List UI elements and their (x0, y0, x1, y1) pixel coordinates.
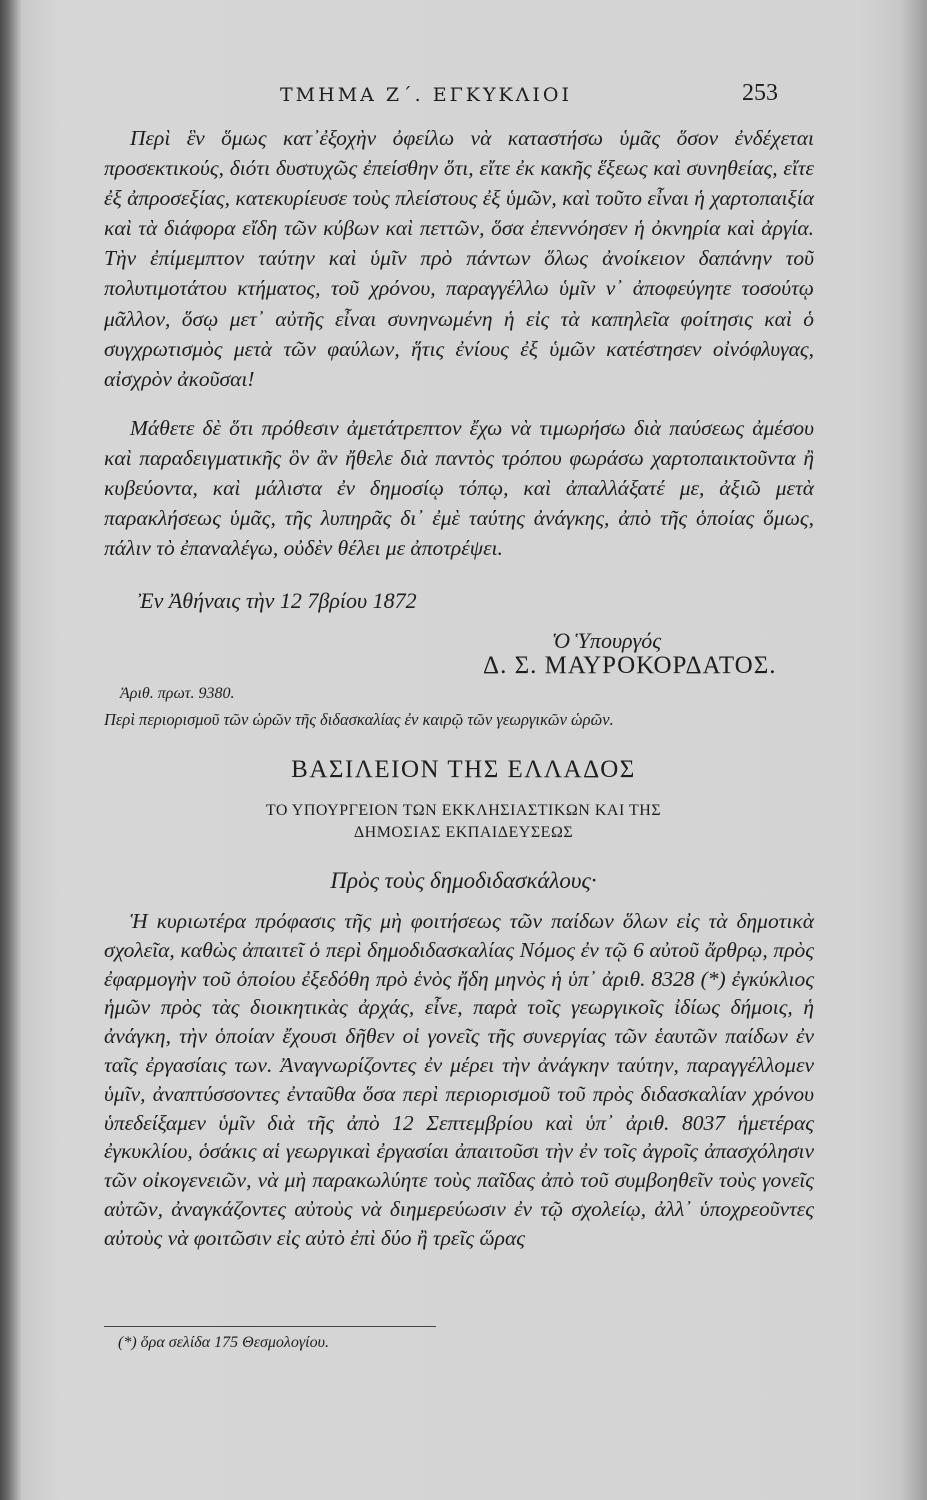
paragraph-text: Ἡ κυριωτέρα πρόφασις τῆς μὴ φοιτήσεως τῶν παίδων ὅλων εἰς τὰ δημοτικὰ σχολεῖα, καθὼς ἀπαιτεῖ ὁ περὶ δημοδιδασκαλίας Νόμος ἐν τῷ 6 αὐτοῦ ἄρθρῳ, πρὸς ἐφαρμογὴν τοῦ ὁποίου ἐξεδόθη πρὸ ἑνὸς ἤδη μηνὸς ἡ ὑπ᾿ ἀριθ. 8328 (*) ἐγκύκλιος ἡμῶν πρὸς τὰς διοικητικὰς ἀρχάς, εἶνε, παρὰ τοῖς γεωργικοῖς ἰδίως δήμοις, ἡ ἀνάγκη, τὴν ὁποίαν ἔχουσι δῆθεν οἱ γονεῖς τῆς συνεργίας τῶν ἑαυτῶν παίδων ἐν ταῖς ἐργασίαις των. Ἀναγνωρίζοντες ἐν μέρει τὴν ἀνάγκην ταύτην, παραγγέλλομεν ὑμῖν, ἀναπτύσσοντες ἐνταῦθα ὅσα περὶ περιορισμοῦ τοῦ πρὸς διδασκαλίαν χρόνου ὑπεδείξαμεν ὑμῖν διὰ τῆς ἀπὸ 12 Σεπτεμβρίου καὶ ὑπ᾿ ἀριθ. 8037 ἡμετέρας ἐγκυκλίου, ὁσάκις αἱ γεωργικαὶ ἐργασίαι ἀπαιτοῦσι τὴν ἐν τοῖς ἀγροῖς ἀπασχόλησιν τῶν οἰκογενειῶν, νὰ μὴ παρακωλύητε τοὺς παῖδας ἀπὸ τοῦ συμβοηθεῖν τοὺς γονεῖς αὐτῶν, ἀναγκάζοντες αὐτοὺς νὰ διημερεύωσιν ἐν τῷ σχολείῳ, ἀλλ᾿ ὑποχρεοῦντες αὐτοὺς νὰ φοιτῶσιν εἰς αὐτὸ ἐπὶ δύο ἢ τρεῖς ὥρας (104, 909, 814, 1250)
signer-name: Δ. Σ. ΜΑΥΡΟΚΟΡΔΑΤΟΣ. (483, 652, 777, 679)
signer-title: Ὁ Ὑπουργός (552, 628, 662, 653)
letter1-paragraph-1 (104, 123, 814, 394)
ministry-line-2: ΔΗΜΟΣΙΑΣ ΕΚΠΑΙΔΕΥΣΕΩΣ (353, 824, 574, 841)
dateline: Ἐν Ἀθήναις τὴν 12 7βρίου 1872 (138, 588, 417, 613)
paragraph-text: Μάθετε δὲ ὅτι πρόθεσιν ἀμετάτρεπτον ἔχω νὰ τιμωρήσω διὰ παύσεως ἀμέσου καὶ παραδειγματικῆς ὃν ἂν ἤθελε διὰ παντὸς τρόπου φωράσω χαρτοπαικτοῦντα ἢ κυβεύοντα, καὶ μάλιστα ἐν δημοσίῳ τόπῳ, καὶ ἀπαλλάξατέ με, ἀξιῶ μετὰ παρακλήσεως ὑμᾶς, τῆς λυπηρᾶς δι᾿ ἐμὲ ταύτης ἀνάγκης, ἀπὸ τῆς ὁποίας ὅμως, πάλιν τὸ ἐπαναλέγω, οὐδὲν θέλει με ἀποτρέψει. (104, 416, 814, 561)
letter2-paragraph-1 (104, 907, 814, 1253)
kingdom-heading: ΒΑΣΙΛΕΙΟΝ ΤΗΣ ΕΛΛΑΔΟΣ (291, 756, 636, 783)
paragraph-text: Περὶ ἓν ὅμως κατ᾿ἐξοχὴν ὀφείλω νὰ καταστήσω ὑμᾶς ὅσον ἐνδέχεται προσεκτικούς, διότι δυστυχῶς ἐπείσθην ὅτι, εἴτε ἐκ κακῆς ἕξεως καὶ συνηθείας, εἴτε ἐξ ἀπροσεξίας, κατεκυρίευσε τοὺς πλείστους ἐξ ὑμῶν, καὶ τοῦτο εἶναι ἡ χαρτοπαιξία καὶ τὰ διάφορα εἴδη τῶν κύβων καὶ πεττῶν, ὅσα ἐπεννόησεν ἡ ὀκνηρία καὶ ἀργία. Τὴν ἐπίμεμπτον ταύτην καὶ ὑμῖν πρὸ πάντων ὅλως ἀνοίκειον δαπάνην τοῦ πολυτιμοτάτου κτήματος, τοῦ χρόνου, παραγγέλλω ὑμῖν ν᾿ ἀποφεύγητε τοσούτῳ μᾶλλον, ὅσῳ μετ᾿ αὐτῆς εἶναι συνηνωμένη ἡ εἰς τὰ καπηλεῖα φοίτησις καὶ ὁ συγχρωτισμὸς μετὰ τῶν φαύλων, ἥτις ἐνίους ἐξ ὑμῶν κατέστησεν οἰνόφλυγας, αἰσχρὸν ἀκοῦσαι! (104, 126, 814, 391)
circular-subject: Περὶ περιορισμοῦ τῶν ὡρῶν τῆς διδασκαλίας ἐν καιρῷ τῶν γεωργικῶν ὡρῶν. (104, 710, 614, 729)
footnote: (*) ὅρα σελίδα 175 Θεσμολογίου. (118, 1334, 329, 1351)
running-head: ΤΜΗΜΑ Ζ΄. ΕΓΚΥΚΛΙΟΙ (280, 84, 572, 106)
footnote-divider (104, 1326, 436, 1327)
letter1-paragraph-2 (104, 413, 814, 563)
ministry-heading (0, 800, 927, 844)
addressee: Πρὸς τοὺς δημοδιδασκάλους· (330, 868, 597, 893)
protocol-number: Ἀριθ. πρωτ. 9380. (120, 685, 235, 702)
ministry-line-1: ΤΟ ΥΠΟΥΡΓΕΙΟΝ ΤΩΝ ΕΚΚΛΗΣΙΑΣΤΙΚΩΝ ΚΑΙ ΤΗΣ (265, 802, 662, 819)
page-number: 253 (742, 80, 778, 106)
